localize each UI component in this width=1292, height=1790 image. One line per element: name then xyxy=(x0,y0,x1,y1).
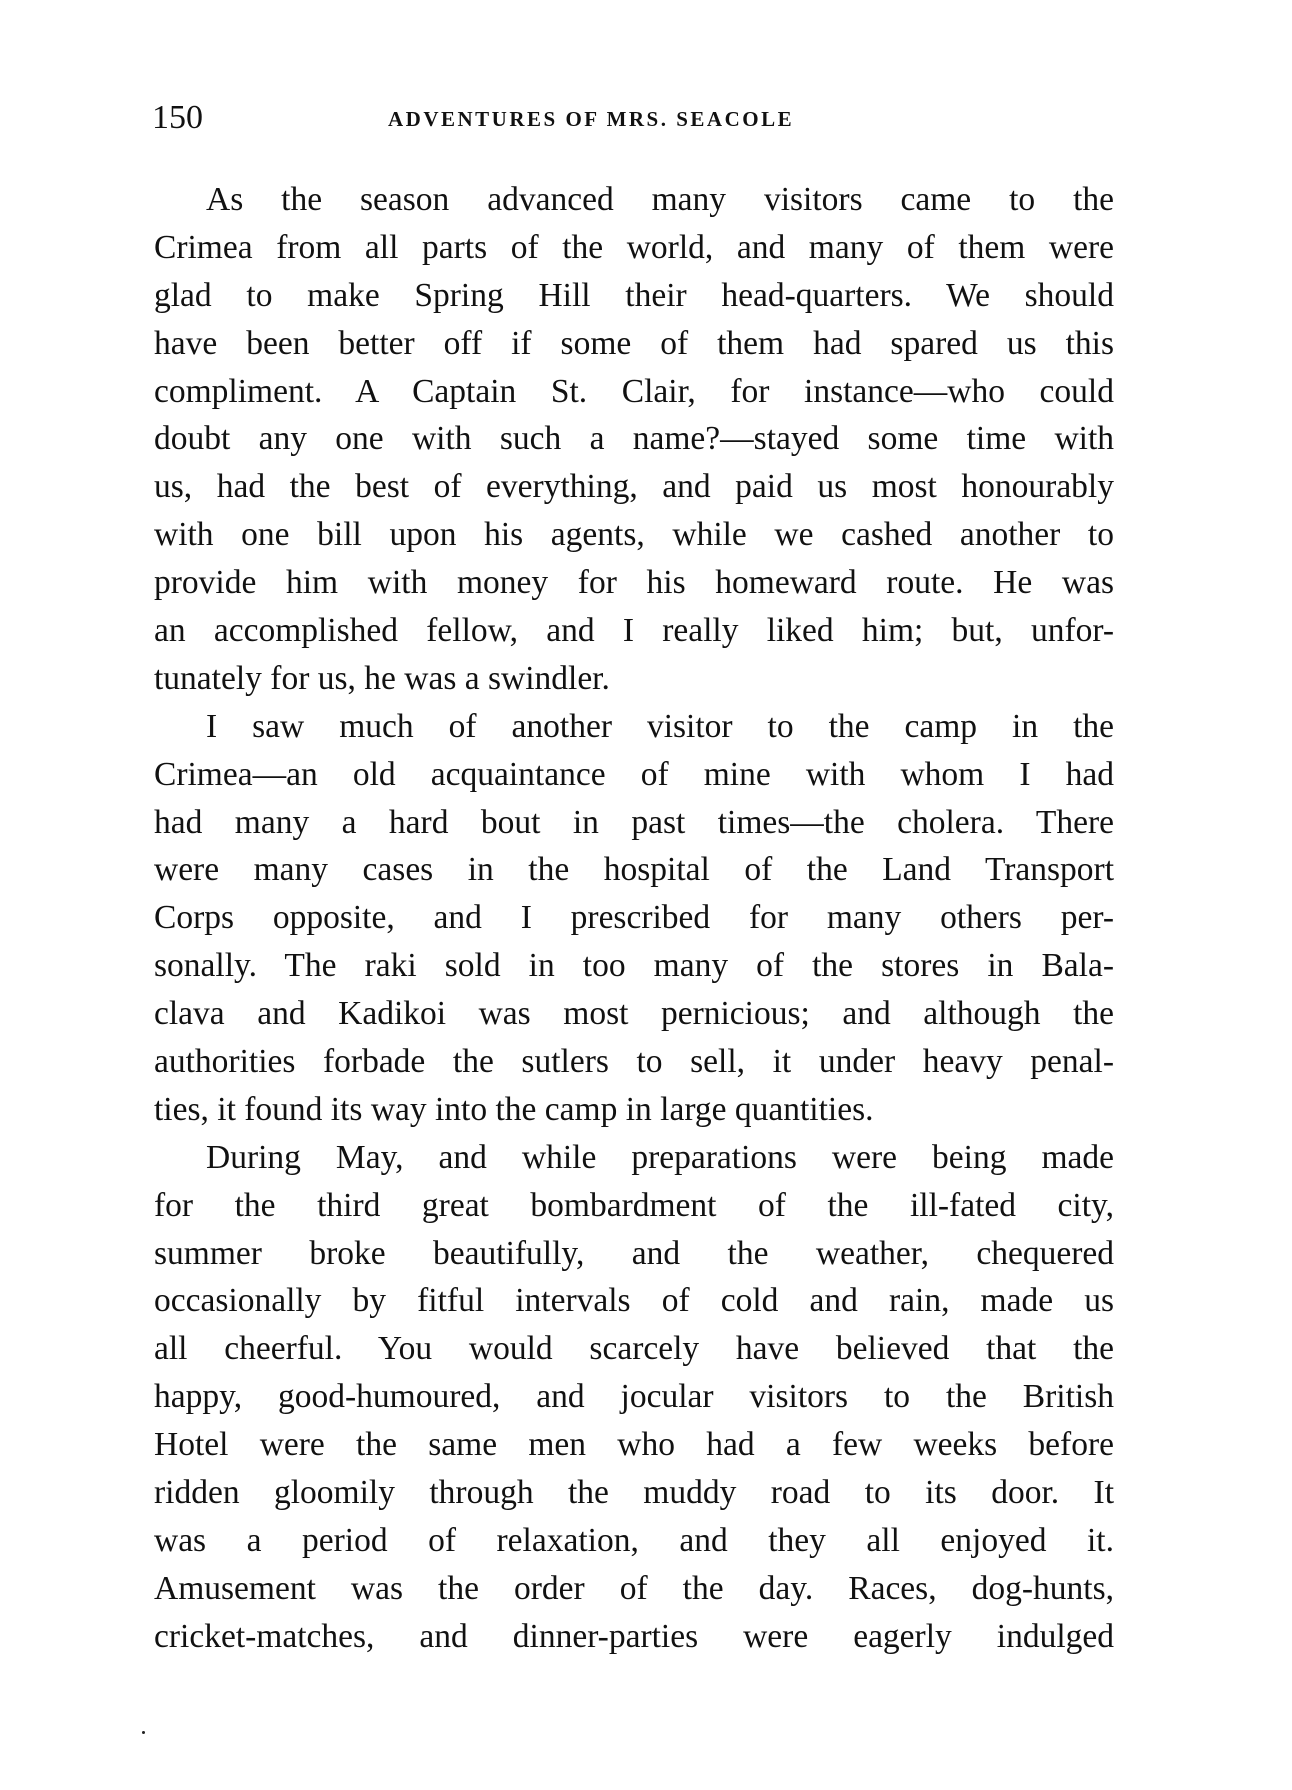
text-line: Amusement was the order of the day. Races, dog-hunts, xyxy=(154,1569,1114,1607)
text-line: As the season advanced many visitors came to the xyxy=(206,181,1114,218)
text-line: provide him with money for his homeward route. He was xyxy=(154,564,1114,602)
text-line: sonally. The raki sold in too many of the stores in Bala- xyxy=(154,947,1114,985)
text-line: happy, good-humoured, and jocular visitors to the British xyxy=(154,1378,1114,1416)
text-line: with one bill upon his agents, while we cashed another to xyxy=(154,516,1114,554)
text-line: tunately for us, he was a swindler. xyxy=(154,659,610,697)
text-line: authorities forbade the sutlers to sell, it under heavy penal- xyxy=(154,1043,1114,1081)
text-line: Corps opposite, and I prescribed for many others per- xyxy=(154,899,1114,937)
text-line: I saw much of another visitor to the camp in the xyxy=(206,707,1114,745)
print-speck xyxy=(142,1731,145,1734)
text-line: were many cases in the hospital of the Land Transport xyxy=(154,851,1114,889)
text-line: compliment. A Captain St. Clair, for instance—who could xyxy=(154,372,1114,410)
text-line: Crimea—an old acquaintance of mine with whom I had xyxy=(154,755,1114,793)
body-text xyxy=(154,176,1114,1661)
text-line: occasionally by fitful intervals of cold and rain, made us xyxy=(154,1282,1114,1320)
text-line: doubt any one with such a name?—stayed some time with xyxy=(154,420,1114,458)
running-head xyxy=(152,98,1118,138)
text-line: all cheerful. You would scarcely have believed that the xyxy=(154,1330,1114,1368)
text-line: was a period of relaxation, and they all enjoyed it. xyxy=(154,1521,1114,1559)
text-line: summer broke beautifully, and the weather, chequered xyxy=(154,1234,1114,1272)
text-line: clava and Kadikoi was most pernicious; and although the xyxy=(154,995,1114,1033)
text-line: have been better off if some of them had spared us this xyxy=(154,324,1114,362)
page-number: 150 xyxy=(152,99,203,136)
running-title: ADVENTURES OF MRS. SEACOLE xyxy=(388,107,795,131)
text-line: an accomplished fellow, and I really liked him; but, unfor- xyxy=(154,612,1114,650)
text-line: us, had the best of everything, and paid us most honourably xyxy=(154,468,1114,506)
text-line: glad to make Spring Hill their head-quarters. We should xyxy=(154,276,1114,314)
text-line: During May, and while preparations were being made xyxy=(206,1138,1114,1176)
text-line: ridden gloomily through the muddy road to its door. It xyxy=(154,1474,1114,1512)
text-line: cricket-matches, and dinner-parties were eagerly indulged xyxy=(154,1617,1114,1655)
text-line: Crimea from all parts of the world, and many of them were xyxy=(154,228,1114,266)
text-line: for the third great bombardment of the ill-fated city, xyxy=(154,1186,1114,1224)
text-line: ties, it found its way into the camp in large quantities. xyxy=(154,1090,874,1128)
text-line: Hotel were the same men who had a few weeks before xyxy=(154,1426,1114,1464)
text-line: had many a hard bout in past times—the cholera. There xyxy=(154,803,1114,841)
